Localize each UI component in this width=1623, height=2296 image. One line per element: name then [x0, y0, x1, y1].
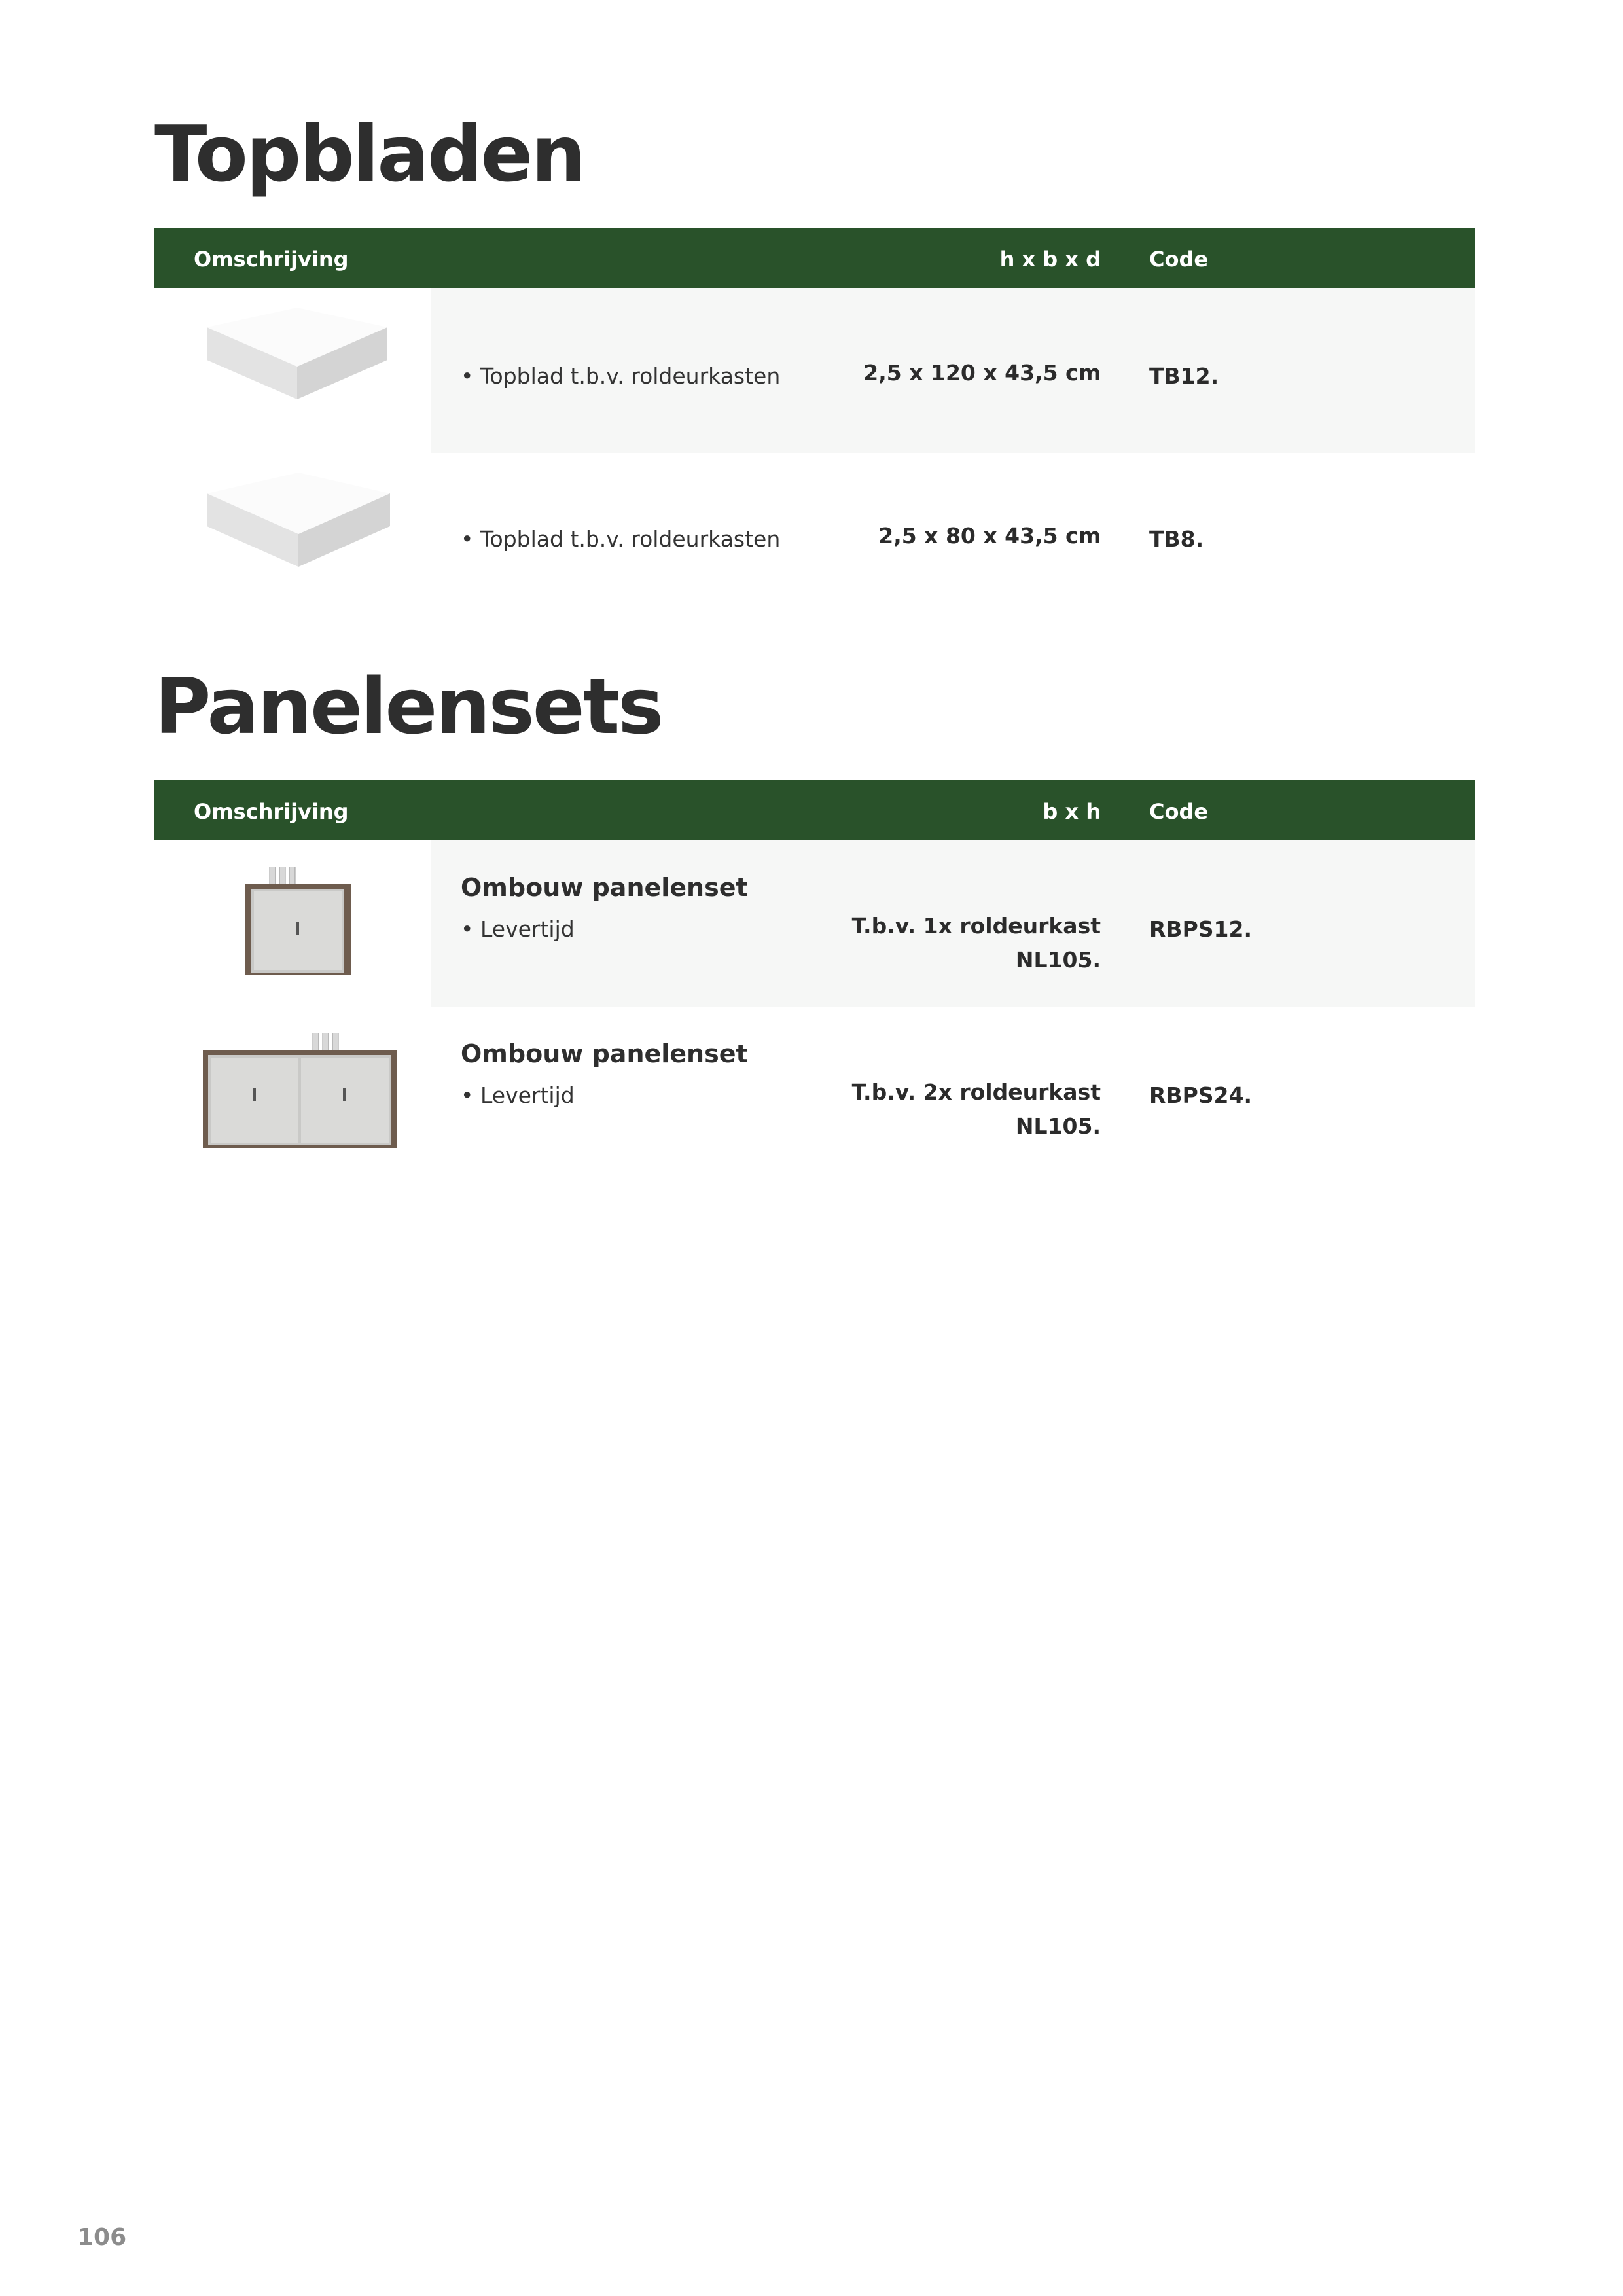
- row-code: RBPS24.: [1149, 1083, 1252, 1108]
- header-description: Omschrijving: [194, 247, 349, 272]
- row-dimensions-line1: T.b.v. 2x roldeurkast: [851, 1079, 1101, 1105]
- row-description: • Levertijd: [461, 916, 575, 942]
- header-code: Code: [1149, 799, 1209, 824]
- row-description: • Levertijd: [461, 1083, 575, 1108]
- row-code: TB12.: [1149, 363, 1219, 389]
- table-row: [154, 1007, 1475, 1173]
- section-title-panelensets: Panelensets: [154, 661, 662, 751]
- table-row: [154, 840, 1475, 1007]
- row-dimensions: [852, 1075, 1101, 1143]
- row-dimensions: [852, 909, 1101, 977]
- row-dimensions-line2: NL105.: [1015, 947, 1101, 973]
- table-row: [154, 288, 1475, 453]
- single-roller-cabinet-icon: [243, 867, 355, 979]
- row-description: • Topblad t.b.v. roldeurkasten: [461, 363, 781, 389]
- table-header-panelensets: [154, 780, 1475, 840]
- row-code: TB8.: [1149, 526, 1204, 552]
- section-title-topbladen: Topbladen: [154, 109, 584, 199]
- row-dimensions: 2,5 x 120 x 43,5 cm: [863, 360, 1101, 386]
- page-number: 106: [77, 2224, 127, 2251]
- table-header-topbladen: [154, 228, 1475, 288]
- header-dimensions: h x b x d: [999, 247, 1101, 272]
- header-description: Omschrijving: [194, 799, 349, 824]
- header-code: Code: [1149, 247, 1209, 272]
- row-dimensions-line1: T.b.v. 1x roldeurkast: [851, 913, 1101, 939]
- row-title: Ombouw panelenset: [461, 1039, 748, 1068]
- row-code: RBPS12.: [1149, 916, 1252, 942]
- row-dimensions-line2: NL105.: [1015, 1113, 1101, 1139]
- row-title: Ombouw panelenset: [461, 873, 748, 902]
- white-tabletop-icon: [207, 473, 390, 584]
- table-row: [154, 453, 1475, 610]
- row-dimensions: 2,5 x 80 x 43,5 cm: [878, 523, 1101, 548]
- header-dimensions: b x h: [1043, 799, 1101, 824]
- white-tabletop-icon: [207, 308, 387, 425]
- row-description: • Topblad t.b.v. roldeurkasten: [461, 526, 781, 552]
- double-roller-cabinet-icon: [202, 1033, 398, 1152]
